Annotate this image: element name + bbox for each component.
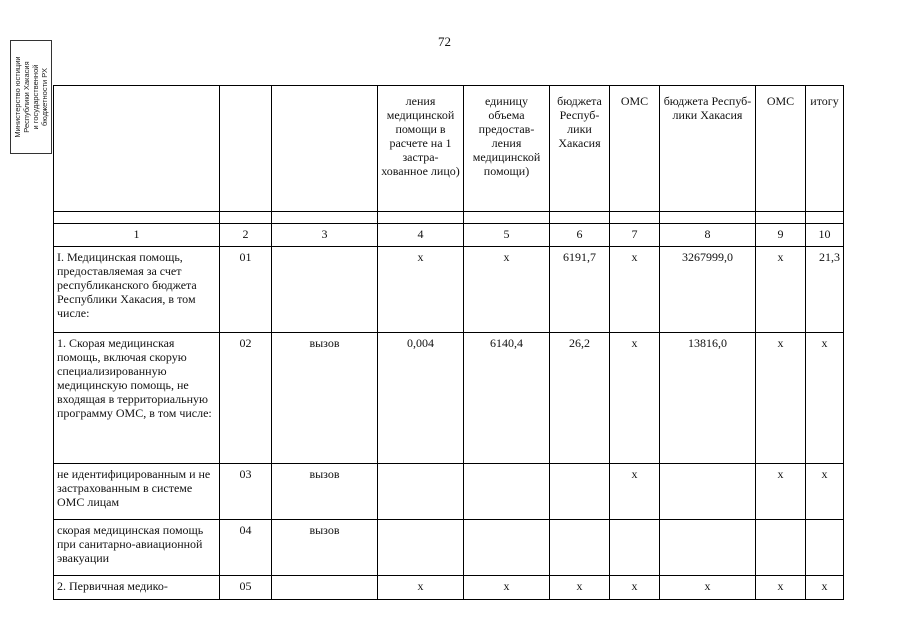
row-code: 04 [220,520,272,576]
value-cell: 0,004 [378,333,464,464]
value-cell: х [464,247,550,333]
unit-cell [272,576,378,600]
value-cell: 6191,7 [550,247,610,333]
value-cell: х [378,247,464,333]
value-cell: х [550,576,610,600]
unit-cell: вызов [272,520,378,576]
stamp-text [13,45,49,149]
column-number: 5 [464,224,550,247]
header-cell [54,86,220,212]
value-cell: х [610,464,660,520]
value-cell: х [806,576,844,600]
column-number: 3 [272,224,378,247]
column-number: 4 [378,224,464,247]
value-cell: 3267999,0 [660,247,756,333]
unit-cell [272,247,378,333]
table-row [54,333,844,464]
header-cell: ОМС [610,86,660,212]
stamp-line: и государственной [31,64,40,130]
unit-cell: вызов [272,464,378,520]
row-name: 1. Скорая медицинская помощь, включая скорую специализированную медицинскую помощь, не входящая в территориальную программу ОМС, в том числе: [54,333,220,464]
stamp-line: бюджетности РХ [40,68,49,126]
value-cell: х [660,576,756,600]
value-cell [550,520,610,576]
column-number-row [54,224,844,247]
header-cell: бюджета Респуб-лики Хакасия [550,86,610,212]
header-cell [272,86,378,212]
row-name: не идентифицированным и не застрахованным в системе ОМС лицам [54,464,220,520]
header-cell: единицу объема предостав-ления медицинской помощи) [464,86,550,212]
row-name: скорая медицинская помощь при санитарно-авиационной эвакуации [54,520,220,576]
row-code: 03 [220,464,272,520]
row-name: 2. Первичная медико- [54,576,220,600]
value-cell: х [378,576,464,600]
value-cell [610,520,660,576]
value-cell: х [756,576,806,600]
row-code: 01 [220,247,272,333]
column-number: 2 [220,224,272,247]
header-cell: итогу [806,86,844,212]
header-cell: ОМС [756,86,806,212]
value-cell [378,464,464,520]
column-number: 9 [756,224,806,247]
table-row [54,464,844,520]
value-cell: х [806,333,844,464]
column-number: 10 [806,224,844,247]
value-cell: 21,3 [806,247,844,333]
value-cell: х [806,464,844,520]
column-number: 6 [550,224,610,247]
header-cell: бюджета Респуб-лики Хакасия [660,86,756,212]
registration-stamp [10,40,52,154]
value-cell: х [464,576,550,600]
value-cell [464,464,550,520]
header-cell: ления медицинской помощи в расчете на 1 застра-хованное лицо) [378,86,464,212]
header-cell [220,86,272,212]
value-cell [756,520,806,576]
value-cell [660,520,756,576]
unit-cell: вызов [272,333,378,464]
value-cell: х [610,333,660,464]
column-number: 1 [54,224,220,247]
value-cell [550,464,610,520]
page-number: 72 [438,34,451,49]
value-cell: х [756,333,806,464]
value-cell: х [610,247,660,333]
value-cell: 26,2 [550,333,610,464]
row-code: 05 [220,576,272,600]
table-row [54,576,844,600]
value-cell: 13816,0 [660,333,756,464]
value-cell [378,520,464,576]
value-cell [464,520,550,576]
value-cell [806,520,844,576]
table-row [54,520,844,576]
header-gap-row [54,212,844,224]
stamp-line: Министерство юстиции [13,56,22,138]
value-cell: х [610,576,660,600]
column-number: 8 [660,224,756,247]
column-number: 7 [610,224,660,247]
row-name: I. Медицинская помощь, предоставляемая за счет республиканского бюджета Республики Хакасия, в том числе: [54,247,220,333]
table-row [54,247,844,333]
row-code: 02 [220,333,272,464]
table-header-row [54,86,844,212]
stamp-line: Республики Хакасия [22,61,31,133]
value-cell [660,464,756,520]
value-cell: х [756,247,806,333]
value-cell: 6140,4 [464,333,550,464]
budget-table [53,85,844,600]
value-cell: х [756,464,806,520]
